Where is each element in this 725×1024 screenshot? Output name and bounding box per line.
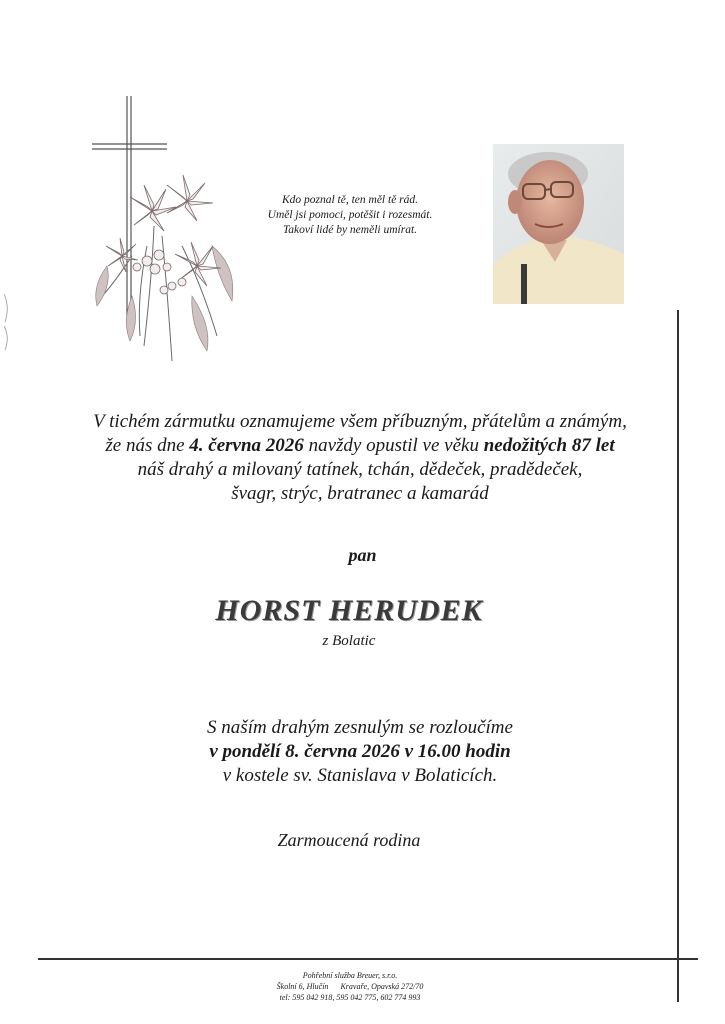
announcement-text-part: že nás dne [105, 435, 190, 456]
funeral-place: v kostele sv. Stanislava v Bolaticích. [222, 765, 498, 786]
signature: Zarmoucená rodina [277, 830, 421, 850]
footer-funeral-service [200, 970, 500, 1003]
title-word: pan [348, 545, 377, 565]
farewell-line: S naším drahým zesnulým se rozloučíme [207, 717, 513, 738]
deceased-origin: z Bolatic [322, 633, 376, 649]
motto-line: Takoví lidé by neměli umírat. [282, 224, 418, 236]
address-hlucin: Školní 6, Hlučín [276, 982, 329, 991]
company-name: Pohřební služba Breuer, s.r.o. [302, 971, 398, 980]
cross-with-lilies-icon [92, 96, 242, 371]
scan-mark [2, 292, 12, 352]
motto-verse [240, 193, 460, 238]
company-address [200, 981, 500, 992]
announcement-line: náš drahý a milovaný tatínek, tchán, dědeček, pradědeček, [137, 459, 583, 480]
announcement-line: V tichém zármutku oznamujeme všem příbuzným, přátelům a známým, [93, 411, 627, 432]
company-phones: tel: 595 042 918, 595 042 775, 602 774 993 [279, 993, 421, 1002]
address-kravare: Kravaře, Opavská 272/70 [340, 982, 424, 991]
funeral-datetime: v pondělí 8. června 2026 v 16.00 hodin [209, 741, 511, 762]
frame-bottom-line [38, 958, 698, 960]
announcement-line [40, 434, 680, 458]
announcement-text-part: navždy opustil ve věku [303, 435, 484, 456]
motto-line: Kdo poznal tě, ten měl tě rád. [281, 194, 419, 206]
announcement-text [40, 410, 680, 506]
motto-line: Uměl jsi pomoci, potěšit i rozesmát. [267, 209, 433, 221]
portrait-photo [493, 144, 624, 304]
announcement-line: švagr, strýc, bratranec a kamarád [231, 483, 489, 504]
deceased-name: HORST HERUDEK [215, 594, 483, 627]
death-date: 4. června 2026 [189, 435, 304, 456]
age-text: nedožitých 87 let [483, 435, 615, 456]
farewell-text [40, 716, 680, 788]
